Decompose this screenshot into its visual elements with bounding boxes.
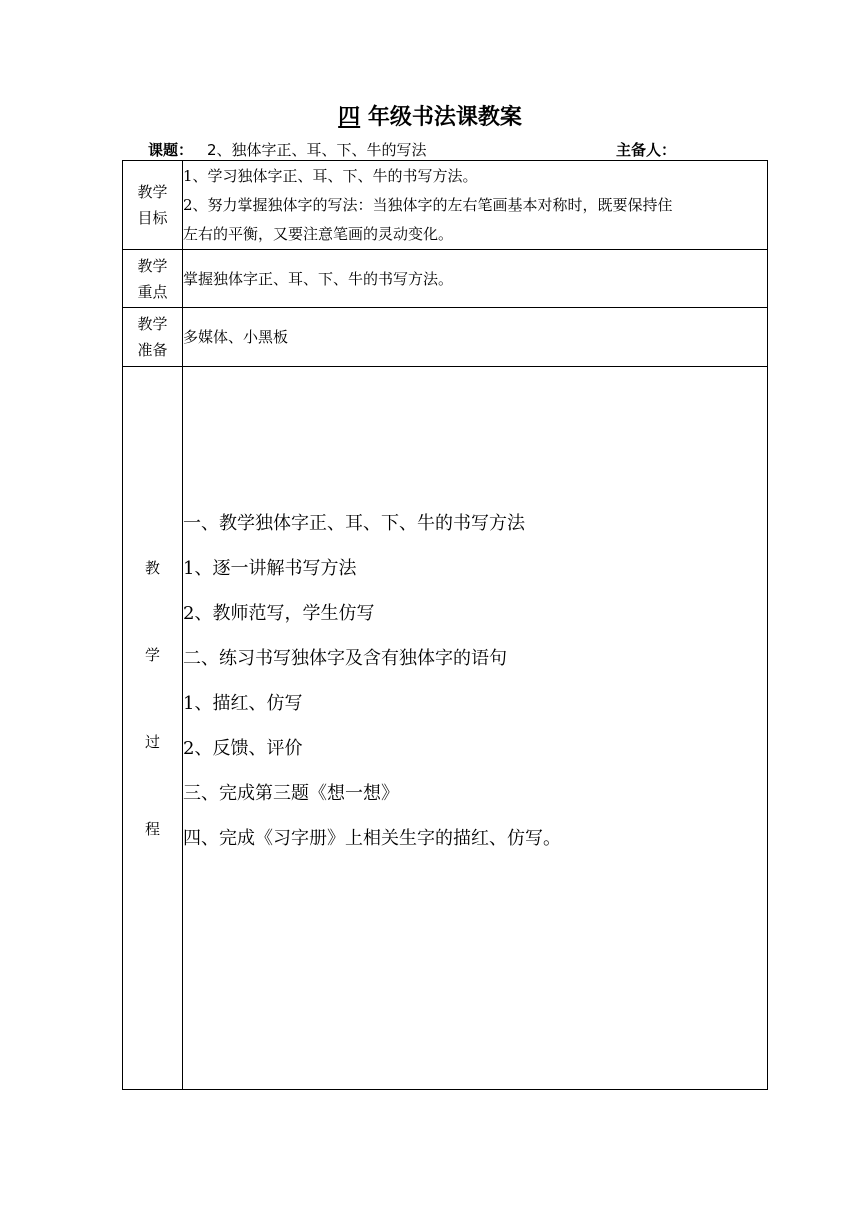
row-teaching-goals	[123, 161, 768, 250]
row-teaching-process	[123, 367, 768, 1090]
process-step: 2、教师范写，学生仿写	[183, 603, 375, 624]
lesson-plan-table	[122, 160, 768, 1090]
process-step: 三、完成第三题《想一想》	[183, 783, 399, 804]
header-teaching-goals	[123, 161, 183, 250]
header-preparation	[123, 308, 183, 367]
grade-underlined: 四	[338, 105, 361, 130]
header-line: 教学	[137, 315, 168, 333]
process-step: 二、练习书写独体字及含有独体字的语句	[183, 648, 507, 669]
process-step: 四、完成《习字册》上相关生字的描红、仿写。	[183, 828, 561, 849]
lesson-subject	[148, 140, 427, 160]
row-preparation	[123, 308, 768, 367]
title-rest: 年级书法课教案	[360, 105, 522, 130]
teaching-goals-content	[183, 161, 768, 250]
key-points-content: 掌握独体字正、耳、下、牛的书写方法。	[183, 250, 768, 308]
preparer-label: 主备人：	[616, 141, 677, 159]
header-line: 重点	[137, 282, 168, 301]
subject-label: 课题：	[148, 141, 194, 159]
header-line: 目标	[137, 209, 168, 227]
row-key-points	[123, 250, 768, 308]
goal-line: 左右的平衡，又要注意笔画的灵动变化。	[183, 224, 454, 243]
header-char: 学	[144, 646, 160, 664]
header-line: 教学	[137, 256, 168, 275]
header-line: 教学	[137, 183, 168, 201]
goal-line: 2、努力掌握独体字的写法：当独体字的左右笔画基本对称时，既要保持住	[183, 195, 673, 214]
header-char: 过	[144, 733, 160, 751]
header-char: 程	[144, 820, 160, 838]
process-step: 1、描红、仿写	[183, 693, 303, 714]
page-title	[0, 103, 860, 133]
subject-value: 2、独体字正、耳、下、牛的写法	[207, 141, 427, 159]
header-teaching-process	[123, 367, 183, 1090]
header-line: 准备	[137, 341, 168, 359]
header-key-points	[123, 250, 183, 308]
process-step: 一、教学独体字正、耳、下、牛的书写方法	[183, 513, 525, 534]
header-char: 教	[144, 559, 160, 577]
teaching-process-content	[183, 367, 768, 1090]
goal-line: 1、学习独体字正、耳、下、牛的书写方法。	[183, 166, 478, 185]
process-step: 1、逐一讲解书写方法	[183, 558, 357, 579]
preparation-content: 多媒体、小黑板	[183, 308, 768, 367]
process-step: 2、反馈、评价	[183, 738, 303, 759]
